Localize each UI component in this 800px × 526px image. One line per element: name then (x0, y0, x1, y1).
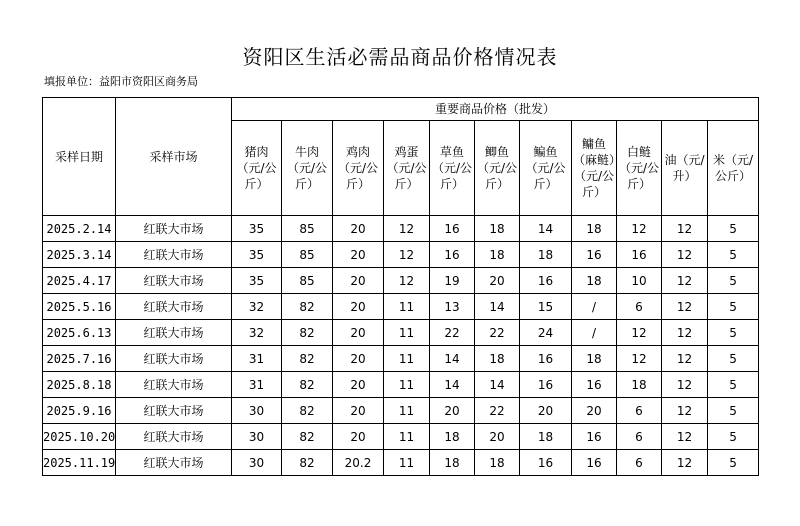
cell-price: 5 (708, 398, 759, 424)
header-item: 鸡蛋（元/公斤） (384, 121, 430, 216)
cell-price: 20 (333, 242, 384, 268)
cell-date: 2025.3.14 (43, 242, 116, 268)
header-item: 鳊鱼（元/公斤） (520, 121, 572, 216)
cell-price: 20 (333, 320, 384, 346)
table-row (43, 424, 759, 450)
cell-price: 14 (475, 294, 520, 320)
cell-price: 82 (282, 450, 333, 476)
cell-price: 35 (232, 242, 282, 268)
cell-price: 18 (572, 268, 617, 294)
header-date: 采样日期 (43, 98, 116, 216)
table-row (43, 398, 759, 424)
cell-price: 10 (617, 268, 662, 294)
cell-price: 18 (520, 424, 572, 450)
cell-price: 18 (475, 242, 520, 268)
cell-price: 16 (520, 372, 572, 398)
cell-price: 16 (572, 424, 617, 450)
table-row (43, 372, 759, 398)
cell-price: 30 (232, 424, 282, 450)
table-row (43, 346, 759, 372)
cell-price: 14 (430, 372, 475, 398)
cell-date: 2025.11.19 (43, 450, 116, 476)
cell-price: 12 (662, 398, 708, 424)
cell-market: 红联大市场 (116, 398, 232, 424)
cell-price: 30 (232, 450, 282, 476)
table-row (43, 268, 759, 294)
cell-date: 2025.7.16 (43, 346, 116, 372)
cell-price: 31 (232, 346, 282, 372)
cell-price: 12 (662, 346, 708, 372)
cell-price: 20 (333, 372, 384, 398)
cell-price: 12 (384, 216, 430, 242)
header-item: 鲫鱼（元/公斤） (475, 121, 520, 216)
cell-price: 14 (430, 346, 475, 372)
cell-price: 14 (520, 216, 572, 242)
fill-unit: 填报单位：益阳市资阳区商务局 (44, 75, 198, 88)
cell-price: 16 (520, 346, 572, 372)
cell-market: 红联大市场 (116, 268, 232, 294)
cell-price: 16 (617, 242, 662, 268)
header-item: 油（元/升） (662, 121, 708, 216)
cell-date: 2025.2.14 (43, 216, 116, 242)
cell-price: 22 (430, 320, 475, 346)
cell-price: 12 (384, 242, 430, 268)
cell-price: 16 (430, 242, 475, 268)
cell-price: 20.2 (333, 450, 384, 476)
cell-price: 20 (333, 346, 384, 372)
table-row (43, 242, 759, 268)
header-item: 白鲢（元/公斤） (617, 121, 662, 216)
cell-price: 16 (572, 450, 617, 476)
cell-price: 32 (232, 294, 282, 320)
header-item: 鸡肉（元/公斤） (333, 121, 384, 216)
cell-price: 20 (475, 424, 520, 450)
cell-price: 16 (430, 216, 475, 242)
header-item: 牛肉（元/公斤） (282, 121, 333, 216)
cell-market: 红联大市场 (116, 450, 232, 476)
cell-price: 5 (708, 294, 759, 320)
cell-price: 82 (282, 398, 333, 424)
cell-price: 6 (617, 294, 662, 320)
cell-price: 5 (708, 320, 759, 346)
table-row (43, 320, 759, 346)
cell-price: 12 (662, 242, 708, 268)
cell-price: 16 (572, 372, 617, 398)
cell-market: 红联大市场 (116, 294, 232, 320)
cell-price: 12 (384, 268, 430, 294)
cell-date: 2025.4.17 (43, 268, 116, 294)
header-item: 草鱼（元/公斤） (430, 121, 475, 216)
cell-price: 35 (232, 268, 282, 294)
cell-price: 16 (520, 268, 572, 294)
cell-price: 5 (708, 450, 759, 476)
cell-price: 85 (282, 242, 333, 268)
cell-price: 35 (232, 216, 282, 242)
cell-market: 红联大市场 (116, 320, 232, 346)
cell-date: 2025.5.16 (43, 294, 116, 320)
cell-date: 2025.6.13 (43, 320, 116, 346)
cell-price: 20 (333, 398, 384, 424)
cell-price: 82 (282, 346, 333, 372)
cell-price: 20 (333, 294, 384, 320)
cell-price: 20 (572, 398, 617, 424)
cell-price: 5 (708, 346, 759, 372)
cell-price: 22 (475, 398, 520, 424)
cell-price: 6 (617, 424, 662, 450)
cell-price: 18 (475, 450, 520, 476)
cell-price: 16 (572, 242, 617, 268)
cell-price: 5 (708, 424, 759, 450)
price-table (42, 97, 759, 476)
cell-price: 12 (617, 346, 662, 372)
cell-price: 18 (430, 424, 475, 450)
table-row (43, 294, 759, 320)
cell-price: 19 (430, 268, 475, 294)
cell-price: 20 (333, 424, 384, 450)
cell-price: 82 (282, 320, 333, 346)
header-item: 米（元/公斤） (708, 121, 759, 216)
cell-price: / (572, 294, 617, 320)
cell-price: / (572, 320, 617, 346)
cell-price: 5 (708, 242, 759, 268)
cell-price: 11 (384, 294, 430, 320)
cell-price: 20 (333, 216, 384, 242)
cell-price: 16 (520, 450, 572, 476)
cell-price: 85 (282, 268, 333, 294)
header-market: 采样市场 (116, 98, 232, 216)
cell-market: 红联大市场 (116, 242, 232, 268)
cell-date: 2025.8.18 (43, 372, 116, 398)
cell-price: 30 (232, 398, 282, 424)
cell-price: 18 (572, 346, 617, 372)
table-body (43, 216, 759, 476)
cell-price: 18 (617, 372, 662, 398)
cell-price: 22 (475, 320, 520, 346)
cell-market: 红联大市场 (116, 372, 232, 398)
cell-price: 18 (572, 216, 617, 242)
header-group: 重要商品价格（批发） (232, 98, 759, 121)
cell-price: 12 (617, 320, 662, 346)
table-row (43, 450, 759, 476)
cell-price: 14 (475, 372, 520, 398)
cell-price: 15 (520, 294, 572, 320)
cell-market: 红联大市场 (116, 424, 232, 450)
cell-price: 24 (520, 320, 572, 346)
cell-price: 31 (232, 372, 282, 398)
cell-price: 12 (662, 320, 708, 346)
cell-price: 20 (520, 398, 572, 424)
page-title: 资阳区生活必需品商品价格情况表 (242, 45, 558, 69)
cell-price: 12 (662, 450, 708, 476)
cell-price: 82 (282, 372, 333, 398)
cell-price: 5 (708, 268, 759, 294)
cell-price: 6 (617, 398, 662, 424)
cell-price: 13 (430, 294, 475, 320)
cell-price: 11 (384, 424, 430, 450)
cell-price: 11 (384, 398, 430, 424)
cell-price: 20 (475, 268, 520, 294)
cell-price: 32 (232, 320, 282, 346)
cell-price: 12 (662, 372, 708, 398)
cell-price: 20 (430, 398, 475, 424)
cell-price: 18 (475, 216, 520, 242)
header-item: 猪肉（元/公斤） (232, 121, 282, 216)
cell-date: 2025.9.16 (43, 398, 116, 424)
header-item: 鳙鱼（麻鲢）（元/公斤） (572, 121, 617, 216)
cell-price: 18 (520, 242, 572, 268)
cell-price: 12 (662, 216, 708, 242)
cell-price: 12 (662, 268, 708, 294)
cell-price: 85 (282, 216, 333, 242)
cell-price: 6 (617, 450, 662, 476)
cell-price: 11 (384, 372, 430, 398)
cell-price: 11 (384, 320, 430, 346)
cell-market: 红联大市场 (116, 216, 232, 242)
cell-price: 18 (430, 450, 475, 476)
cell-price: 20 (333, 268, 384, 294)
cell-price: 18 (475, 346, 520, 372)
cell-price: 82 (282, 294, 333, 320)
cell-date: 2025.10.20 (43, 424, 116, 450)
cell-price: 5 (708, 216, 759, 242)
cell-price: 11 (384, 450, 430, 476)
cell-price: 12 (662, 294, 708, 320)
cell-price: 12 (662, 424, 708, 450)
cell-price: 12 (617, 216, 662, 242)
cell-price: 5 (708, 372, 759, 398)
cell-price: 11 (384, 346, 430, 372)
table-row (43, 216, 759, 242)
cell-market: 红联大市场 (116, 346, 232, 372)
cell-price: 82 (282, 424, 333, 450)
